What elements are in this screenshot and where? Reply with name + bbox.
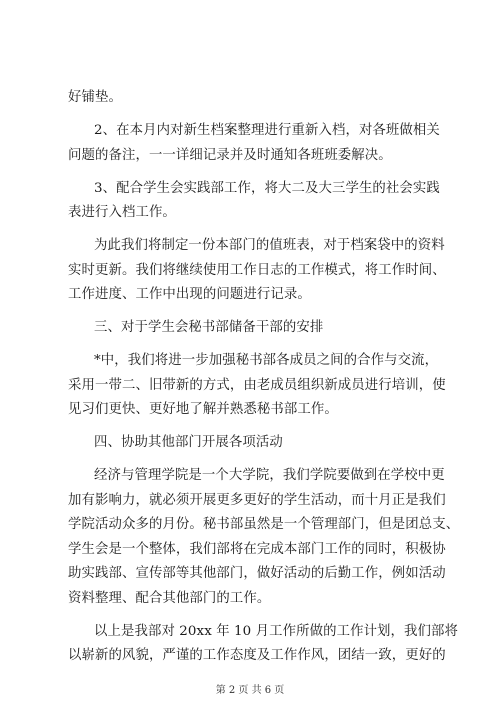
text-line: 3、配合学生会实践部工作，将大二及大三学生的社会实践 [94,180,440,196]
text-line: 2、在本月内对新生档案整理进行重新入档，对各班做相关 [94,123,440,138]
paragraph [68,86,446,111]
paragraph [68,234,446,308]
paragraph [68,177,446,226]
paragraph [68,349,446,423]
text-line: 助实践部、宣传部等其他部门，做好活动的后勤工作，例如活动 [68,566,446,581]
page-footer: 第 2 页 共 6 页 [215,685,285,696]
text-line: 以上是我部对 20xx 年 10 月工作所做的工作计划，我们部将 [94,623,458,639]
text-line: 三、对于学生会秘书部储备干部的安排 [94,320,324,335]
text-line: 工作进度、工作中出现的问题进行记录。 [68,287,311,302]
paragraph [68,620,458,669]
text-line: 四、协助其他部门开展各项活动 [94,435,283,450]
document-body [68,86,460,677]
paragraph [68,431,446,456]
text-line: 问题的备注，一一详细记录并及时通知各班班委解决。 [68,147,392,163]
text-line: 好铺垫。 [68,90,122,105]
text-line: 经济与管理学院是一个大学院，我们学院要做到在学校中更 [94,468,445,483]
text-line: 资料整理、配合其他部门的工作。 [68,590,271,606]
text-line: 见习们更快、更好地了解并熟悉秘书部工作。 [68,402,338,417]
paragraph [68,316,446,341]
paragraph [68,464,460,611]
text-line: 为此我们将制定一份本部门的值班表，对于档案袋中的资料 [94,238,445,253]
text-line: 实时更新。我们将继续使用工作日志的工作模式，将工作时间、 [68,262,446,278]
text-line: 采用一带二、旧带新的方式，由老成员组织新成员进行培训，使 [68,377,446,393]
paragraph [68,119,446,168]
text-line: 以崭新的风貌，严谨的工作态度及工作作风，团结一致，更好的 [68,648,446,663]
text-line: 加有影响力，就必须开展更多更好的学生活动，而十月正是我们 [68,492,446,508]
text-line: *中，我们将进一步加强秘书部各成员之间的合作与交流， [94,353,439,368]
text-line: 学院活动众多的月份。秘书部虽然是一个管理部门，但是团总支、 [68,517,460,532]
text-line: 表进行入档工作。 [68,205,176,220]
text-line: 学生会是一个整体，我们部将在完成本部门工作的同时，积极协 [68,541,446,557]
